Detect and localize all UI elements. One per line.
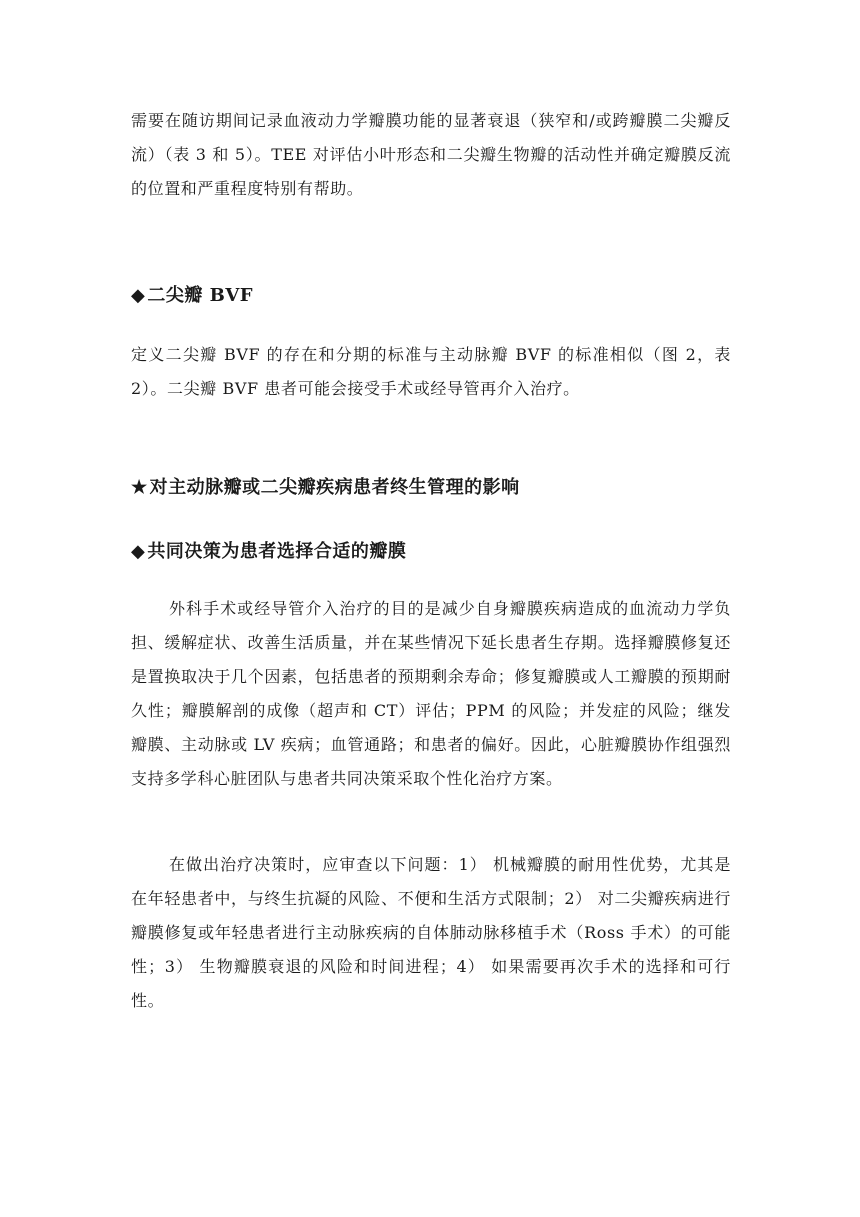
heading-shared-decision [131, 538, 731, 566]
heading-text: 共同决策为患者选择合适的瓣膜 [147, 541, 407, 562]
paragraph-treatment-goals: 外科手术或经导管介入治疗的目的是减少自身瓣膜疾病造成的血流动力学负担、缓解症状、改善生活质量，并在某些情况下延长患者生存期。选择瓣膜修复还是置换取决于几个因素，包括患者的预期剩余寿命；修复瓣膜或人工瓣膜的预期耐久性；瓣膜解剖的成像（超声和 CT）评估；PPM 的风险；并发症的风险；继发瓣膜、主动脉或 LV 疾病；血管通路；和患者的偏好。因此，心脏瓣膜协作组强烈支持多学科心脏团队与患者共同决策采取个性化治疗方案。 [131, 599, 731, 788]
paragraph-bvf-followup: 需要在随访期间记录血液动力学瓣膜功能的显著衰退（狭窄和/或跨瓣膜二尖瓣反流）（表 3 和 5）。TEE 对评估小叶形态和二尖瓣生物瓣的活动性并确定瓣膜反流的位置和严重程度特别有帮助。 [131, 111, 731, 198]
paragraph-decision-questions: 在做出治疗决策时，应审查以下问题：1） 机械瓣膜的耐用性优势，尤其是在年轻患者中，与终生抗凝的风险、不便和生活方式限制；2） 对二尖瓣疾病进行瓣膜修复或年轻患者进行主动脉疾病的自体肺动脉移植手术（Ross 手术）的可能性；3） 生物瓣膜衰退的风险和时间进程；4） 如果需要再次手术的选择和可行性。 [131, 855, 731, 1010]
heading-text: 对主动脉瓣或二尖瓣疾病患者终生管理的影响 [149, 477, 520, 498]
paragraph-mitral-bvf-definition: 定义二尖瓣 BVF 的存在和分期的标准与主动脉瓣 BVF 的标准相似（图 2，表 2）。二尖瓣 BVF 患者可能会接受手术或经导管再介入治疗。 [131, 345, 731, 398]
star-icon: ★ [131, 477, 148, 498]
heading-mitral-bvf [131, 282, 731, 310]
heading-text: 二尖瓣 BVF [147, 285, 254, 306]
diamond-icon: ◆ [131, 285, 146, 306]
diamond-icon: ◆ [131, 541, 146, 562]
heading-lifetime-management [131, 474, 731, 502]
